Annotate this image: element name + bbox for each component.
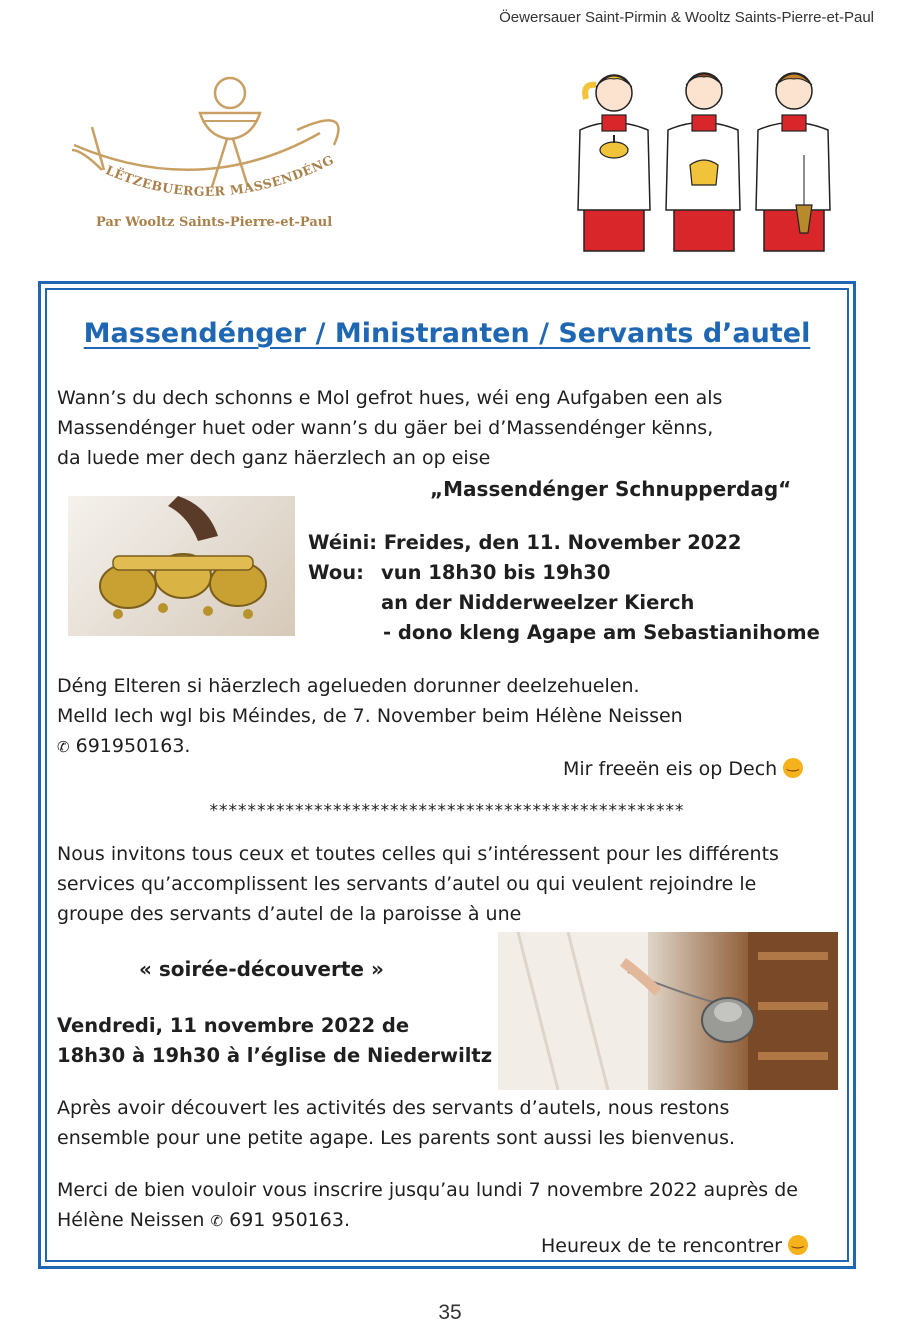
fr-event-name: « soirée-découverte » bbox=[139, 957, 384, 981]
fr-register-contact bbox=[57, 1205, 798, 1236]
svg-text:LËTZEBUERGER MASSENDÉNGER bbox=[62, 75, 336, 199]
fr-intro bbox=[57, 839, 779, 929]
lu-closing bbox=[563, 758, 803, 780]
lu-when-row bbox=[308, 528, 742, 558]
announcement-title: Massendénger / Ministranten / Servants d’autel bbox=[83, 318, 811, 349]
parents-line: Déng Elteren si häerzlech agelueden dorunner deelzehuelen. bbox=[57, 675, 640, 697]
register-phone: 691 950163. bbox=[229, 1209, 350, 1231]
lu-intro-line: Massendénger huet oder wann’s du gäer bei d’Massendénger kënns, bbox=[57, 417, 714, 439]
parish-header: Öewersauer Saint-Pirmin & Wooltz Saints-Pierre-et-Paul bbox=[499, 9, 874, 26]
censer-photo bbox=[498, 932, 838, 1090]
when-value: Freides, den 11. November 2022 bbox=[383, 531, 742, 554]
altar-servers-illustration bbox=[572, 55, 842, 255]
parents-line: Melld Iech wgl bis Méindes, de 7. November beim Hélène Neissen bbox=[57, 705, 683, 727]
lu-where-label: Wou: bbox=[308, 561, 364, 584]
when-label: Wéini: bbox=[308, 531, 378, 554]
server-middle-figure bbox=[666, 73, 740, 251]
lu-closing-text: Mir freeën eis op Dech bbox=[563, 758, 778, 780]
fr-register bbox=[57, 1175, 798, 1236]
fr-after-line: Après avoir découvert les activités des servants d’autels, nous restons bbox=[57, 1097, 730, 1119]
where-line: - dono kleng Agape am Sebastianihome bbox=[383, 621, 820, 644]
logo-arc-text: LËTZEBUERGER MASSENDÉNG bbox=[103, 151, 337, 199]
fr-date-line: 18h30 à 19h30 à l’église de Niederwiltz bbox=[57, 1044, 493, 1067]
server-boy-figure bbox=[756, 73, 830, 251]
lu-intro-line: da luede mer dech ganz häerzlech an op eise bbox=[57, 447, 491, 469]
lu-parents bbox=[57, 671, 683, 762]
phone-icon: ✆ bbox=[210, 1212, 224, 1230]
fr-after-line: ensemble pour une petite agape. Les parents sont aussi les bienvenus. bbox=[57, 1127, 736, 1149]
fr-intro-line: groupe des servants d’autel de la paroisse à une bbox=[57, 903, 522, 925]
lu-intro-line: Wann’s du dech schonns e Mol gefrot hues, wéi eng Aufgaben een als bbox=[57, 387, 723, 409]
page-number: 35 bbox=[438, 1301, 462, 1324]
lu-intro bbox=[57, 383, 722, 473]
smiley-icon bbox=[783, 758, 803, 778]
fr-closing-text: Heureux de te rencontrer bbox=[541, 1235, 782, 1257]
fr-date-line: Vendredi, 11 novembre 2022 de bbox=[57, 1014, 410, 1037]
where-line: an der Nidderweelzer Kierch bbox=[381, 591, 695, 614]
separator-stars: ************************************************** bbox=[209, 801, 685, 821]
smiley-icon bbox=[788, 1235, 808, 1255]
fr-after bbox=[57, 1093, 735, 1153]
phone-icon: ✆ bbox=[57, 738, 70, 756]
announcement-box bbox=[38, 281, 856, 1269]
fr-intro-line: services qu’accomplissent les servants d’autel ou qui veulent rejoindre le bbox=[57, 873, 757, 895]
altar-bells-photo bbox=[68, 496, 295, 636]
massendenger-logo bbox=[62, 75, 352, 245]
register-name: Hélène Neissen bbox=[57, 1209, 205, 1231]
where-line: vun 18h30 bis 19h30 bbox=[381, 561, 611, 584]
fr-register-line: Merci de bien vouloir vous inscrire jusqu’au lundi 7 novembre 2022 auprès de bbox=[57, 1179, 798, 1201]
chalice-logo-icon bbox=[62, 75, 352, 215]
lu-where-lines bbox=[381, 558, 820, 648]
phone-number: 691950163. bbox=[75, 735, 191, 757]
fr-closing bbox=[541, 1235, 808, 1257]
lu-event-name: „Massendénger Schnupperdag“ bbox=[430, 477, 792, 501]
fr-date bbox=[57, 1011, 492, 1071]
fr-intro-line: Nous invitons tous ceux et toutes celles qui s’intéressent pour les différents bbox=[57, 843, 779, 865]
server-girl-figure bbox=[578, 75, 650, 251]
logo-subtitle: Par Wooltz Saints-Pierre-et-Paul bbox=[96, 215, 333, 230]
